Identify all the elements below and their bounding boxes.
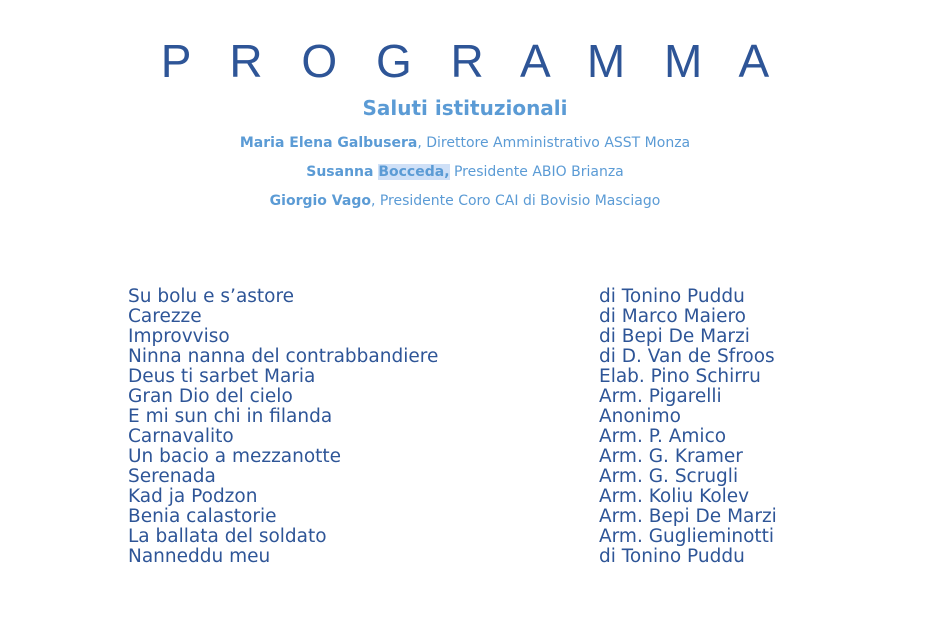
program-row — [128, 327, 828, 347]
program-row — [128, 367, 828, 387]
speaker-first-name: Susanna — [306, 164, 379, 180]
piece-author: di Marco Maiero — [599, 306, 746, 327]
program-row — [128, 307, 828, 327]
speaker-name: Giorgio Vago — [269, 193, 371, 209]
speaker-role: , Direttore Amministrativo ASST Monza — [417, 135, 691, 151]
section-subtitle: Saluti istituzionali — [362, 96, 568, 120]
program-row — [128, 527, 828, 547]
speaker-role: , Presidente Coro CAI di Bovisio Masciago — [370, 193, 661, 209]
program-row — [128, 387, 828, 407]
program-row — [128, 427, 828, 447]
piece-title: Carezze — [128, 306, 202, 327]
piece-title: Un bacio a mezzanotte — [128, 446, 342, 467]
piece-title: Carnavalito — [128, 426, 234, 447]
piece-author: di Bepi De Marzi — [599, 326, 750, 347]
program-row — [128, 547, 828, 567]
program-row — [128, 407, 828, 427]
speaker-line — [0, 133, 930, 153]
program-row — [128, 507, 828, 527]
piece-author: Arm. Guglieminotti — [599, 526, 775, 547]
program-row — [128, 447, 828, 467]
program-row — [128, 467, 828, 487]
piece-title: Benia calastorie — [128, 506, 277, 527]
piece-title: Deus ti sarbet Maria — [128, 366, 316, 387]
program-row — [128, 287, 828, 307]
piece-author: di D. Van de Sfroos — [599, 346, 775, 367]
piece-author: Arm. G. Scrugli — [599, 466, 739, 487]
piece-author: Arm. Pigarelli — [599, 386, 722, 407]
speaker-last-name-selected[interactable]: Bocceda, — [378, 164, 450, 180]
speaker-line — [0, 191, 930, 211]
piece-title: E mi sun chi in filanda — [128, 406, 333, 427]
piece-author: Arm. G. Kramer — [599, 446, 743, 467]
piece-title: Improvviso — [128, 326, 230, 347]
piece-author: Arm. Bepi De Marzi — [599, 506, 777, 527]
piece-title: Su bolu e s’astore — [128, 286, 295, 307]
piece-title: La ballata del soldato — [128, 526, 327, 547]
piece-author: di Tonino Puddu — [599, 546, 745, 567]
program-row — [128, 347, 828, 367]
piece-title: Gran Dio del cielo — [128, 386, 293, 407]
piece-author: Elab. Pino Schirru — [599, 366, 761, 387]
piece-title: Serenada — [128, 466, 216, 487]
piece-title: Kad ja Podzon — [128, 486, 258, 507]
page-title: P R O G R A M M A — [160, 35, 783, 87]
speaker-role: Presidente ABIO Brianza — [449, 164, 624, 180]
piece-author: Anonimo — [599, 406, 681, 427]
program-list — [128, 287, 828, 567]
piece-author: Arm. P. Amico — [599, 426, 727, 447]
speaker-line — [0, 162, 930, 182]
speaker-name: Maria Elena Galbusera — [239, 135, 418, 151]
program-row — [128, 487, 828, 507]
piece-title: Ninna nanna del contrabbandiere — [128, 346, 439, 367]
piece-title: Nanneddu meu — [128, 546, 271, 567]
piece-author: di Tonino Puddu — [599, 286, 745, 307]
piece-author: Arm. Koliu Kolev — [599, 486, 750, 507]
